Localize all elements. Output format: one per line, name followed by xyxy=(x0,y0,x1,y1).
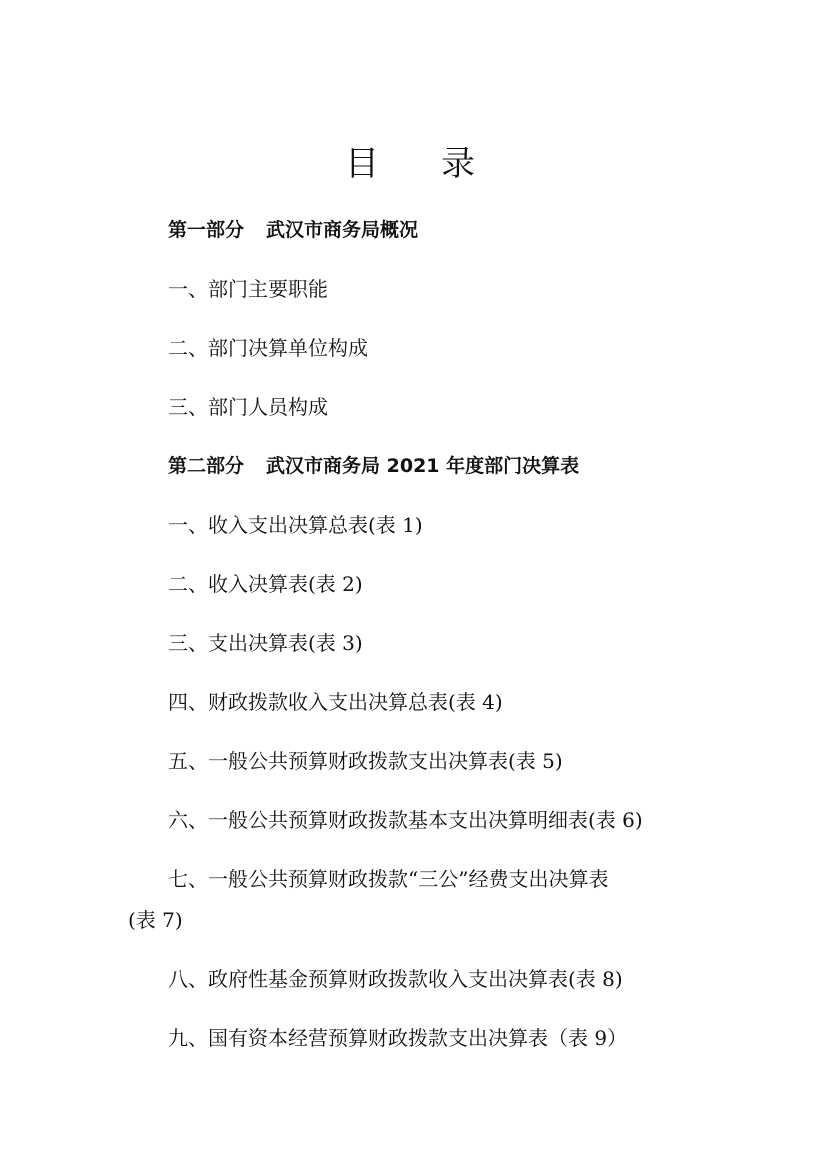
toc-item[interactable]: 五、一般公共预算财政拨款支出决算表(表 5) xyxy=(168,749,563,773)
toc-item[interactable]: 七、一般公共预算财政拨款“三公”经费支出决算表 xyxy=(168,867,609,891)
toc-item[interactable]: 一、收入支出决算总表(表 1) xyxy=(168,513,423,537)
toc-part-1-text: 武汉市商务局概况 xyxy=(266,219,419,241)
toc-item[interactable]: 三、部门人员构成 xyxy=(168,395,328,419)
toc-part-1-label: 第一部分 xyxy=(168,219,245,241)
toc-part-2-label: 第二部分 xyxy=(168,455,245,477)
toc-item[interactable]: 一、部门主要职能 xyxy=(168,277,328,301)
toc-part-1-heading[interactable] xyxy=(168,216,418,244)
toc-item[interactable]: 三、支出决算表(表 3) xyxy=(168,631,363,655)
toc-item[interactable]: 八、政府性基金预算财政拨款收入支出决算表(表 8) xyxy=(168,967,623,991)
toc-item-continuation[interactable]: (表 7) xyxy=(128,908,183,932)
toc-item[interactable]: 二、部门决算单位构成 xyxy=(168,336,368,360)
toc-item[interactable]: 六、一般公共预算财政拨款基本支出决算明细表(表 6) xyxy=(168,808,643,832)
title-char-left: 目 xyxy=(345,144,379,184)
toc-item[interactable]: 四、财政拨款收入支出决算总表(表 4) xyxy=(168,690,503,714)
toc-part-2-text: 武汉市商务局 2021 年度部门决算表 xyxy=(266,455,580,477)
toc-item[interactable]: 二、收入决算表(表 2) xyxy=(168,572,363,596)
toc-part-2-heading[interactable] xyxy=(168,452,579,480)
title-char-right: 录 xyxy=(441,144,475,184)
toc-item[interactable]: 九、国有资本经营预算财政拨款支出决算表（表 9） xyxy=(168,1026,628,1050)
